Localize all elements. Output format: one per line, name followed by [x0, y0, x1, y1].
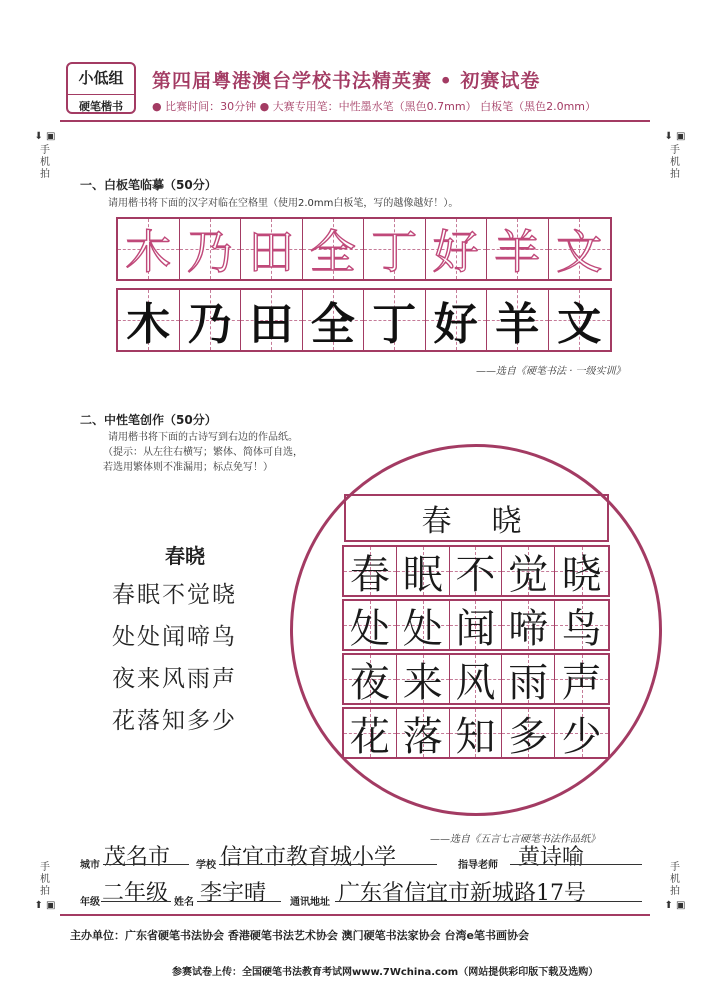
side-mark-label: 手机拍	[670, 862, 680, 897]
grid-character: 晓	[561, 551, 602, 598]
teacher-underline	[510, 864, 642, 865]
grid-cell	[555, 601, 608, 652]
grid-character: 丁	[372, 299, 417, 350]
grid-character: 文	[557, 299, 602, 350]
work-row	[342, 599, 610, 651]
grid-character: 田	[249, 299, 294, 350]
grade-underline	[101, 901, 171, 902]
address-underline	[335, 901, 642, 902]
name-underline	[197, 901, 281, 902]
grid-cell	[487, 290, 549, 350]
download-camera-icon: ⬇ ▣	[34, 131, 56, 142]
grid-character: 处	[402, 605, 443, 652]
grid-cell	[241, 290, 303, 350]
hosts-line: 主办单位：广东省硬笔书法协会 香港硬笔书法艺术协会 澳门硬笔书法家协会 台湾e笔书画协会	[70, 929, 529, 942]
grid-cell	[502, 709, 555, 760]
page-subtitle: ● 比赛时间：30分钟 ● 大赛专用笔：中性墨水笔（黑色0.7mm） 白板笔（黑色2.0mm）	[152, 100, 597, 113]
grid-character: 羊	[494, 225, 541, 279]
grid-character: 好	[432, 225, 479, 279]
grid-character: 乃	[186, 225, 233, 279]
grid-character: 少	[561, 713, 602, 760]
grid-character: 多	[508, 713, 549, 760]
camera-icon: ⬇ ▣	[664, 131, 686, 142]
trace-grid	[116, 217, 612, 281]
grid-cell	[450, 601, 503, 652]
grid-character: 花	[349, 713, 390, 760]
school-label: 学校	[196, 860, 216, 871]
grid-cell	[118, 290, 180, 350]
grid-cell	[344, 709, 397, 760]
grid-character: 羊	[495, 299, 540, 350]
side-mark-label: 手机拍	[40, 862, 50, 897]
section2-title: 二、中性笔创作（50分）	[80, 413, 217, 427]
city-value[interactable]: 茂名市	[104, 845, 171, 870]
grid-cell	[397, 601, 450, 652]
grid-cell	[344, 601, 397, 652]
grid-character: 春	[349, 551, 390, 598]
grid-character: 来	[402, 659, 443, 706]
grid-cell	[397, 655, 450, 706]
grid-cell	[555, 655, 608, 706]
poem-line: 花落知多少	[112, 708, 237, 734]
grade-label: 年级	[80, 897, 100, 908]
grid-character: 丁	[371, 225, 418, 279]
top-divider	[60, 120, 650, 122]
grid-cell	[344, 547, 397, 598]
teacher-label: 指导老师	[458, 860, 498, 871]
grid-character: 风	[455, 659, 496, 706]
grid-character: 不	[455, 551, 496, 598]
grid-character: 处	[349, 605, 390, 652]
side-mark-bottom-left	[34, 862, 56, 912]
grid-character: 落	[402, 713, 443, 760]
work-title-box	[344, 494, 609, 542]
school-underline	[219, 864, 437, 865]
work-row	[342, 707, 610, 759]
grid-cell	[397, 709, 450, 760]
group-badge	[66, 62, 136, 114]
grid-cell	[118, 219, 180, 279]
poem-line: 夜来风雨声	[112, 666, 237, 692]
poem-title: 春晓	[165, 544, 205, 568]
section2-instruction-1: 请用楷书将下面的古诗写到右边的作品纸。	[108, 432, 298, 443]
grid-cell	[555, 547, 608, 598]
grid-cell	[487, 219, 549, 279]
grid-character: 全	[309, 225, 356, 279]
work-row	[342, 653, 610, 705]
grid-cell	[180, 290, 242, 350]
section1-instruction: 请用楷书将下面的汉字对临在空格里（使用2.0mm白板笔，写的越像越好！）。	[108, 198, 459, 209]
grid-cell	[397, 547, 450, 598]
name-value[interactable]: 李宇晴	[200, 881, 267, 906]
grid-character: 好	[433, 299, 478, 350]
grid-character: 闻	[455, 605, 496, 652]
grid-cell	[549, 219, 611, 279]
grid-cell	[303, 219, 365, 279]
grid-cell	[502, 547, 555, 598]
grid-character: 觉	[508, 551, 549, 598]
grid-cell	[344, 655, 397, 706]
work-title: 春晓	[421, 504, 562, 539]
grid-cell	[364, 219, 426, 279]
section2-instruction-3: 若选用繁体则不准漏用；标点免写！）	[103, 462, 273, 473]
grid-cell	[555, 709, 608, 760]
grid-character: 木	[125, 225, 172, 279]
grid-cell	[450, 655, 503, 706]
side-mark-bottom-right	[664, 862, 686, 912]
grid-cell	[426, 290, 488, 350]
grid-character: 声	[561, 659, 602, 706]
group-name: 小低组	[78, 69, 124, 87]
grid-character: 眠	[402, 551, 443, 598]
grid-character: 雨	[508, 659, 549, 706]
grid-character: 鸟	[561, 605, 602, 652]
grid-cell	[450, 709, 503, 760]
side-mark-label: 手机拍	[40, 145, 50, 180]
section1-title: 一、白板笔临摹（50分）	[80, 178, 217, 192]
page-title: 第四届粤港澳台学校书法精英赛 • 初赛试卷	[152, 70, 541, 92]
grid-cell	[549, 290, 611, 350]
work-row	[342, 545, 610, 597]
grid-cell	[364, 290, 426, 350]
section2-instruction-2: （提示：从左往右横写；繁体、简体可自选，	[103, 447, 303, 458]
grid-character: 全	[310, 299, 355, 350]
address-value[interactable]: 广东省信宜市新城路17号	[338, 881, 586, 906]
grid-cell	[450, 547, 503, 598]
grid-character: 乃	[187, 299, 232, 350]
grade-value[interactable]: 二年级	[102, 881, 169, 906]
poem-line: 春眠不觉晓	[112, 582, 237, 608]
grid-cell	[426, 219, 488, 279]
address-label: 通讯地址	[290, 897, 330, 908]
footer-line: 参赛试卷上传：全国硬笔书法教育考试网www.7Wchina.com（网站提供彩印版下载及选购）	[172, 967, 599, 978]
grid-character: 夜	[349, 659, 390, 706]
grid-cell	[180, 219, 242, 279]
school-value[interactable]: 信宜市教育城小学	[220, 845, 397, 870]
grid-cell	[502, 601, 555, 652]
grid-character: 啼	[508, 605, 549, 652]
grid-cell	[303, 290, 365, 350]
grid-cell	[241, 219, 303, 279]
grid-character: 木	[126, 299, 171, 350]
grid-character: 文	[556, 225, 603, 279]
side-mark-top-left	[34, 131, 56, 181]
poem-line: 处处闻啼鸟	[112, 624, 237, 650]
camera-icon: ⬆ ▣	[664, 900, 686, 911]
bottom-divider	[60, 914, 650, 916]
teacher-value[interactable]: 黄诗喻	[518, 845, 585, 870]
group-category: 硬笔楷书	[68, 94, 134, 114]
grid-cell	[502, 655, 555, 706]
section2-source: ——选自《五言七言硬笔书法作品纸》	[430, 834, 600, 845]
city-label: 城市	[80, 860, 100, 871]
upload-camera-icon: ⬆ ▣	[34, 900, 56, 911]
side-mark-label: 手机拍	[670, 145, 680, 180]
name-label: 姓名	[174, 897, 194, 908]
grid-character: 知	[455, 713, 496, 760]
model-grid	[116, 288, 612, 352]
city-underline	[103, 864, 189, 865]
side-mark-top-right	[664, 131, 686, 181]
section1-source: ——选自《硬笔书法 · 一级实训》	[476, 366, 626, 377]
grid-character: 田	[248, 225, 295, 279]
